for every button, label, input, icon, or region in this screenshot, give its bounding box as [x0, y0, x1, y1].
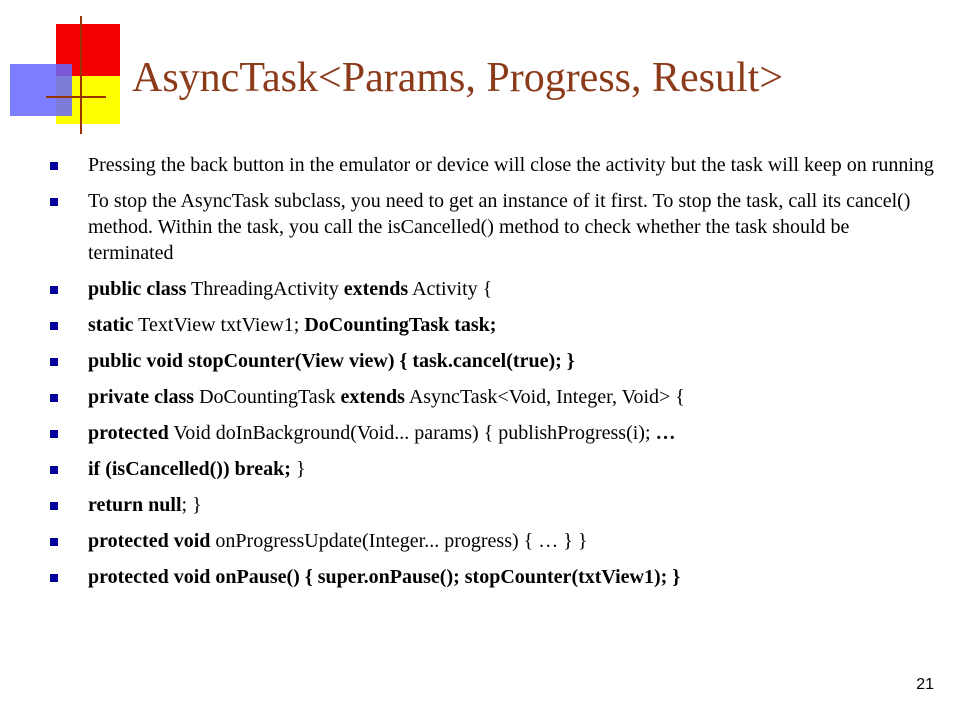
bullet-square-icon: [50, 322, 58, 330]
bullet-list: [48, 152, 938, 600]
bullet-text-segment: }: [290, 458, 306, 480]
bullet-text-segment: static: [88, 314, 134, 336]
bullet-square-icon: [50, 358, 58, 366]
bullet-text-segment: if (isCancelled()) break;: [88, 458, 291, 480]
bullet-item: [48, 492, 938, 518]
bullet-square-icon: [50, 198, 58, 206]
bullet-square-icon: [50, 430, 58, 438]
bullet-text-segment: Void doInBackground(Void... params) { publishProgress(i);: [168, 422, 656, 444]
bullet-text-segment: protected void onPause() { super.onPause(); stopCounter(txtView1); }: [88, 566, 681, 588]
bullet-square-icon: [50, 538, 58, 546]
bullet-item: [48, 420, 938, 446]
decorative-blue-square: [10, 64, 72, 116]
bullet-item: [48, 456, 938, 482]
decorative-vertical-line: [80, 16, 82, 134]
bullet-text-segment: extends: [343, 278, 409, 300]
bullet-item: [48, 528, 938, 554]
bullet-text-segment: Pressing the back button in the emulator or device will close the activity but the task will keep on running: [88, 154, 934, 176]
bullet-text-segment: DoCountingTask task;: [304, 314, 497, 336]
bullet-item: [48, 276, 938, 302]
bullet-text-segment: public void stopCounter(View view) { task.cancel(true); }: [88, 350, 575, 372]
bullet-text-segment: Activity {: [408, 278, 493, 300]
bullet-text-segment: onProgressUpdate(Integer... progress) { … } }: [210, 530, 588, 552]
bullet-square-icon: [50, 574, 58, 582]
bullet-text-segment: ThreadingActivity: [186, 278, 344, 300]
bullet-item: [48, 152, 938, 178]
bullet-square-icon: [50, 394, 58, 402]
bullet-text-segment: extends: [340, 386, 405, 408]
bullet-text-segment: public class: [88, 278, 187, 300]
bullet-square-icon: [50, 502, 58, 510]
page-number: 21: [916, 676, 934, 693]
slide-title: AsyncTask<Params, Progress, Result>: [132, 55, 784, 101]
bullet-square-icon: [50, 286, 58, 294]
bullet-text-segment: AsyncTask<Void, Integer, Void> {: [404, 386, 685, 408]
bullet-text-segment: DoCountingTask: [194, 386, 341, 408]
bullet-text-segment: private class: [88, 386, 195, 408]
bullet-item: [48, 312, 938, 338]
bullet-text-segment: TextView txtView1;: [133, 314, 305, 336]
bullet-square-icon: [50, 162, 58, 170]
bullet-text-segment: return null: [88, 494, 182, 516]
bullet-text-segment: ; }: [181, 494, 202, 516]
bullet-text-segment: To stop the AsyncTask subclass, you need to get an instance of it first. To stop the task, call its cancel() method. Within the task, you call the isCancelled() method to check whether the task should be terminated: [88, 190, 911, 264]
bullet-square-icon: [50, 466, 58, 474]
bullet-item: [48, 188, 938, 266]
decorative-horizontal-line: [46, 96, 106, 98]
bullet-text-segment: protected void: [88, 530, 211, 552]
bullet-text-segment: protected: [88, 422, 169, 444]
bullet-item: [48, 564, 938, 590]
bullet-text-segment: …: [655, 422, 676, 444]
bullet-item: [48, 384, 938, 410]
bullet-item: [48, 348, 938, 374]
